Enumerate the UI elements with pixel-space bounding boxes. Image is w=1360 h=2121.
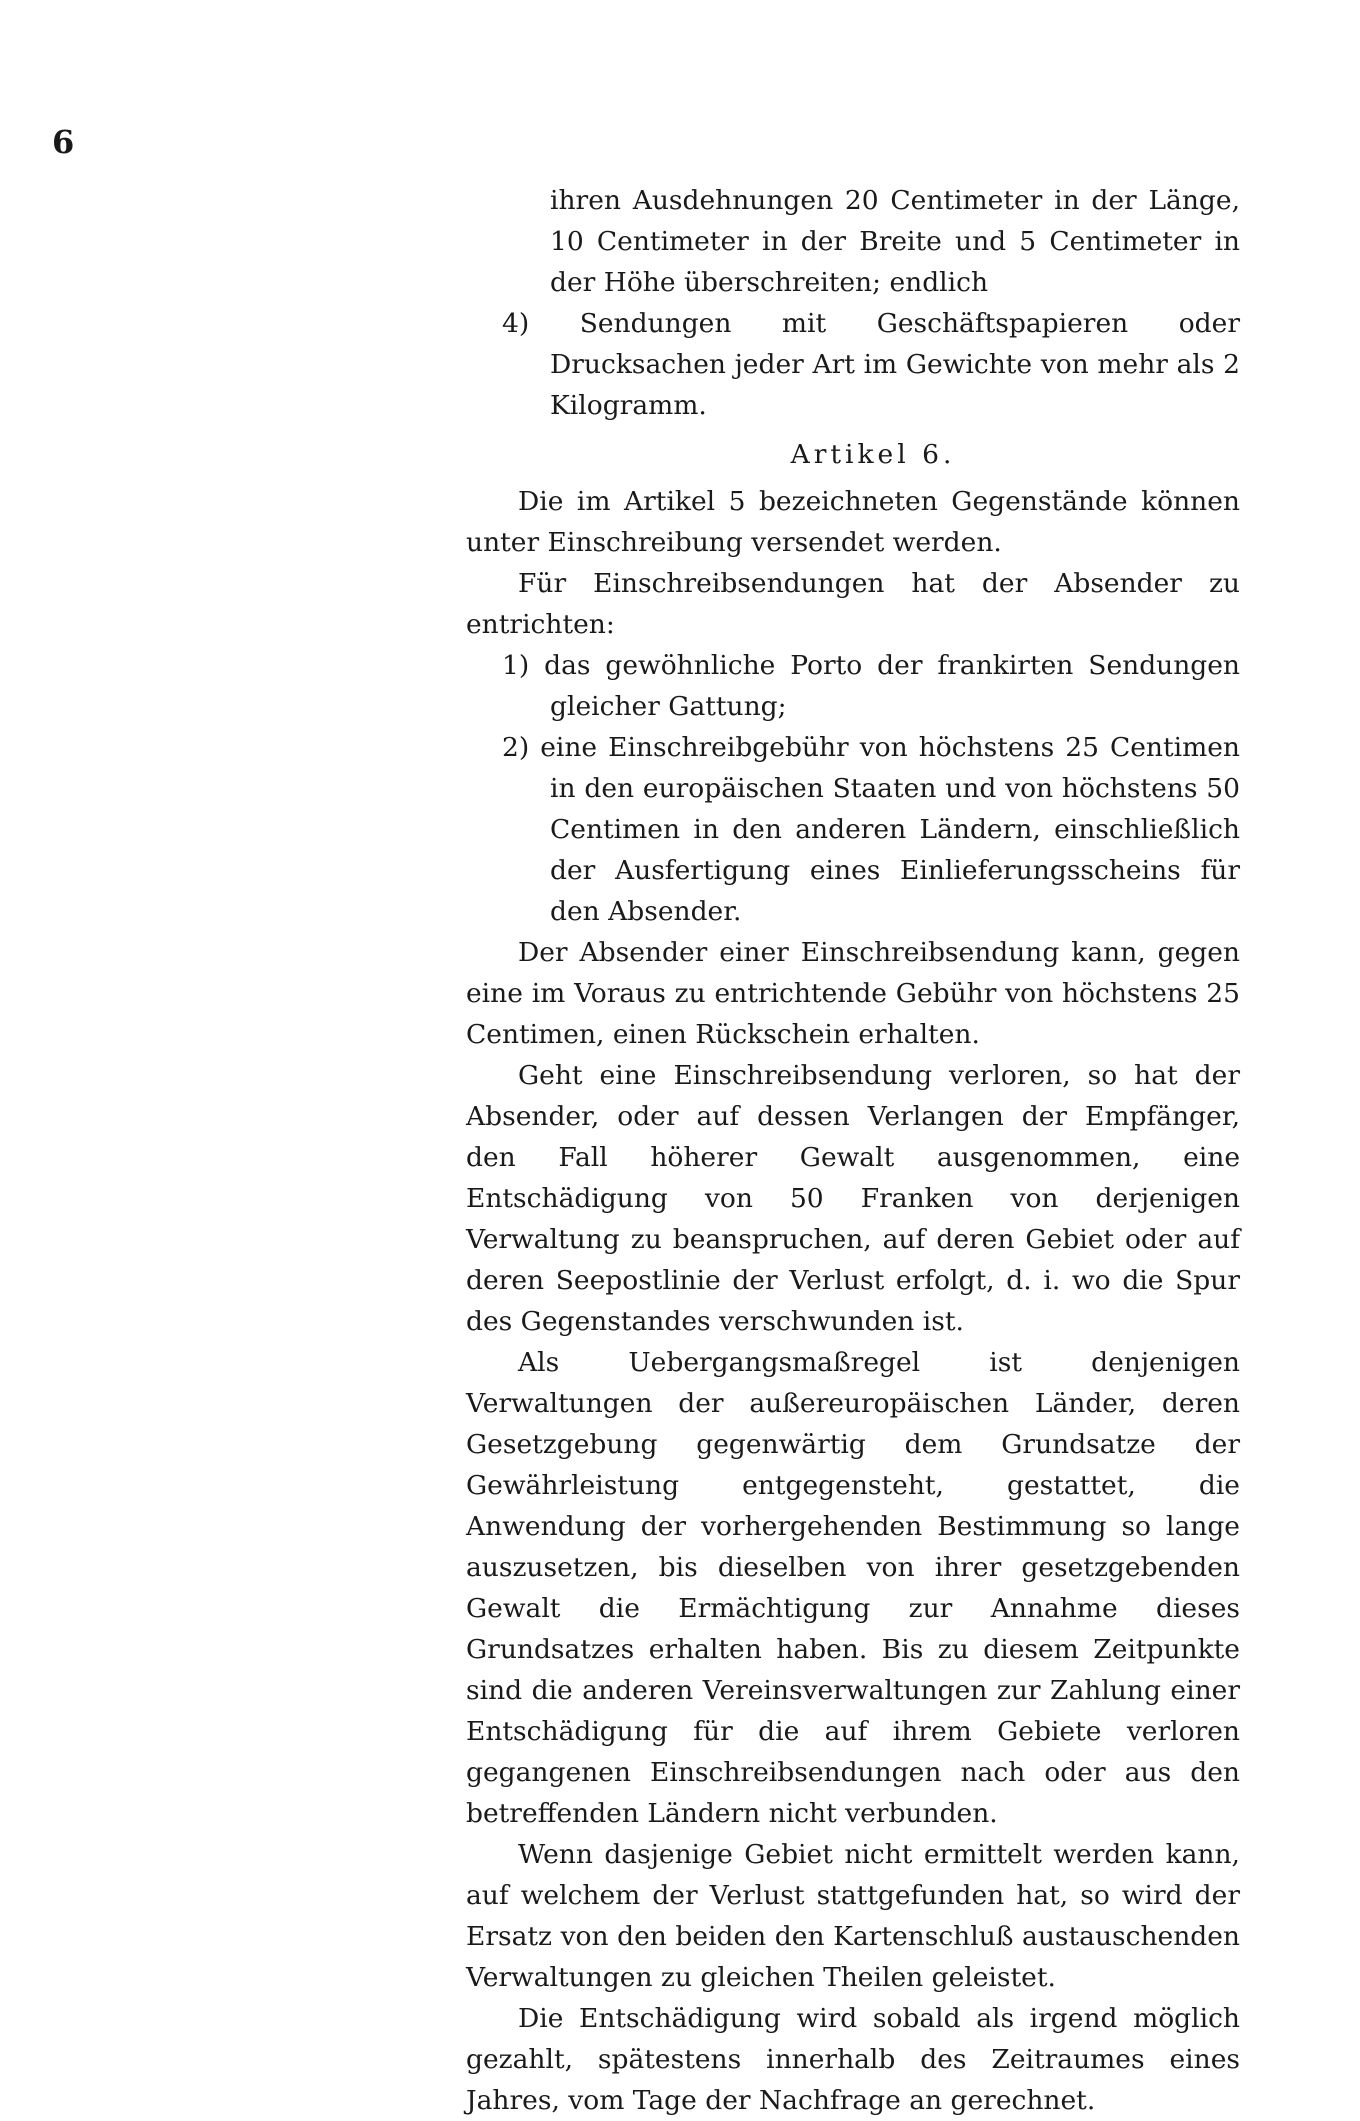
paragraph: Der Absender einer Einschreibsendung kann, gegen eine im Voraus zu entrichtende Gebühr von höchstens 25 Centimen, einen Rückschein erhalten.: [466, 937, 1240, 1050]
paragraph: Die im Artikel 5 bezeichneten Gegenstände können unter Einschreibung versendet werden.: [466, 486, 1240, 558]
enumerated-item: 2) eine Einschreibgebühr von höchstens 25 Centimen in den europäischen Staaten und von höchstens 50 Centimen in den anderen Ländern, einschließlich der Ausfertigung eines Einlieferungsscheins für den Absender.: [502, 732, 1240, 927]
paragraph: Für Einschreibsendungen hat der Absender zu entrichten:: [466, 568, 1240, 640]
enumerated-item: 1) das gewöhnliche Porto der frankirten Sendungen gleicher Gattung;: [502, 650, 1240, 722]
document-body: [466, 180, 1240, 2121]
paragraph: Als Uebergangsmaßregel ist denjenigen Verwaltungen der außereuropäischen Länder, deren Gesetzgebung gegenwärtig dem Grundsatze der Gewährleistung entgegensteht, gestattet, die Anwendung der vorhergehenden Bestimmung so lange auszusetzen, bis dieselben von ihrer gesetzgebenden Gewalt die Ermächtigung zur Annahme dieses Grundsatzes erhalten haben. Bis zu diesem Zeitpunkte sind die anderen Vereinsverwaltungen zur Zahlung einer Entschädigung für die auf ihrem Gebiete verloren gegangenen Einschreibsendungen nach oder aus den betreffenden Ländern nicht verbunden.: [466, 1347, 1240, 1829]
paragraph: Wenn dasjenige Gebiet nicht ermittelt werden kann, auf welchem der Verlust stattgefunden hat, so wird der Ersatz von den beiden den Kartenschluß austauschenden Verwaltungen zu gleichen Theilen geleistet.: [466, 1839, 1240, 1993]
continued-paragraph: ihren Ausdehnungen 20 Centimeter in der Länge, 10 Centimeter in der Breite und 5 Centimeter in der Höhe überschreiten; endlich: [550, 185, 1240, 298]
enumerated-item: 4) Sendungen mit Geschäftspapieren oder Drucksachen jeder Art im Gewichte von mehr als 2 Kilogramm.: [502, 308, 1240, 421]
article-heading: Artikel 6.: [790, 439, 956, 470]
paragraph: Geht eine Einschreibsendung verloren, so hat der Absender, oder auf dessen Verlangen der Empfänger, den Fall höherer Gewalt ausgenommen, eine Entschädigung von 50 Franken von derjenigen Verwaltung zu beanspruchen, auf deren Gebiet oder auf deren Seepostlinie der Verlust erfolgt, d. i. wo die Spur des Gegenstandes verschwunden ist.: [466, 1060, 1240, 1337]
page-number: 6: [52, 123, 75, 161]
paragraph: Die Entschädigung wird sobald als irgend möglich gezahlt, spätestens innerhalb des Zeitraumes eines Jahres, vom Tage der Nachfrage an gerechnet.: [466, 2003, 1240, 2116]
